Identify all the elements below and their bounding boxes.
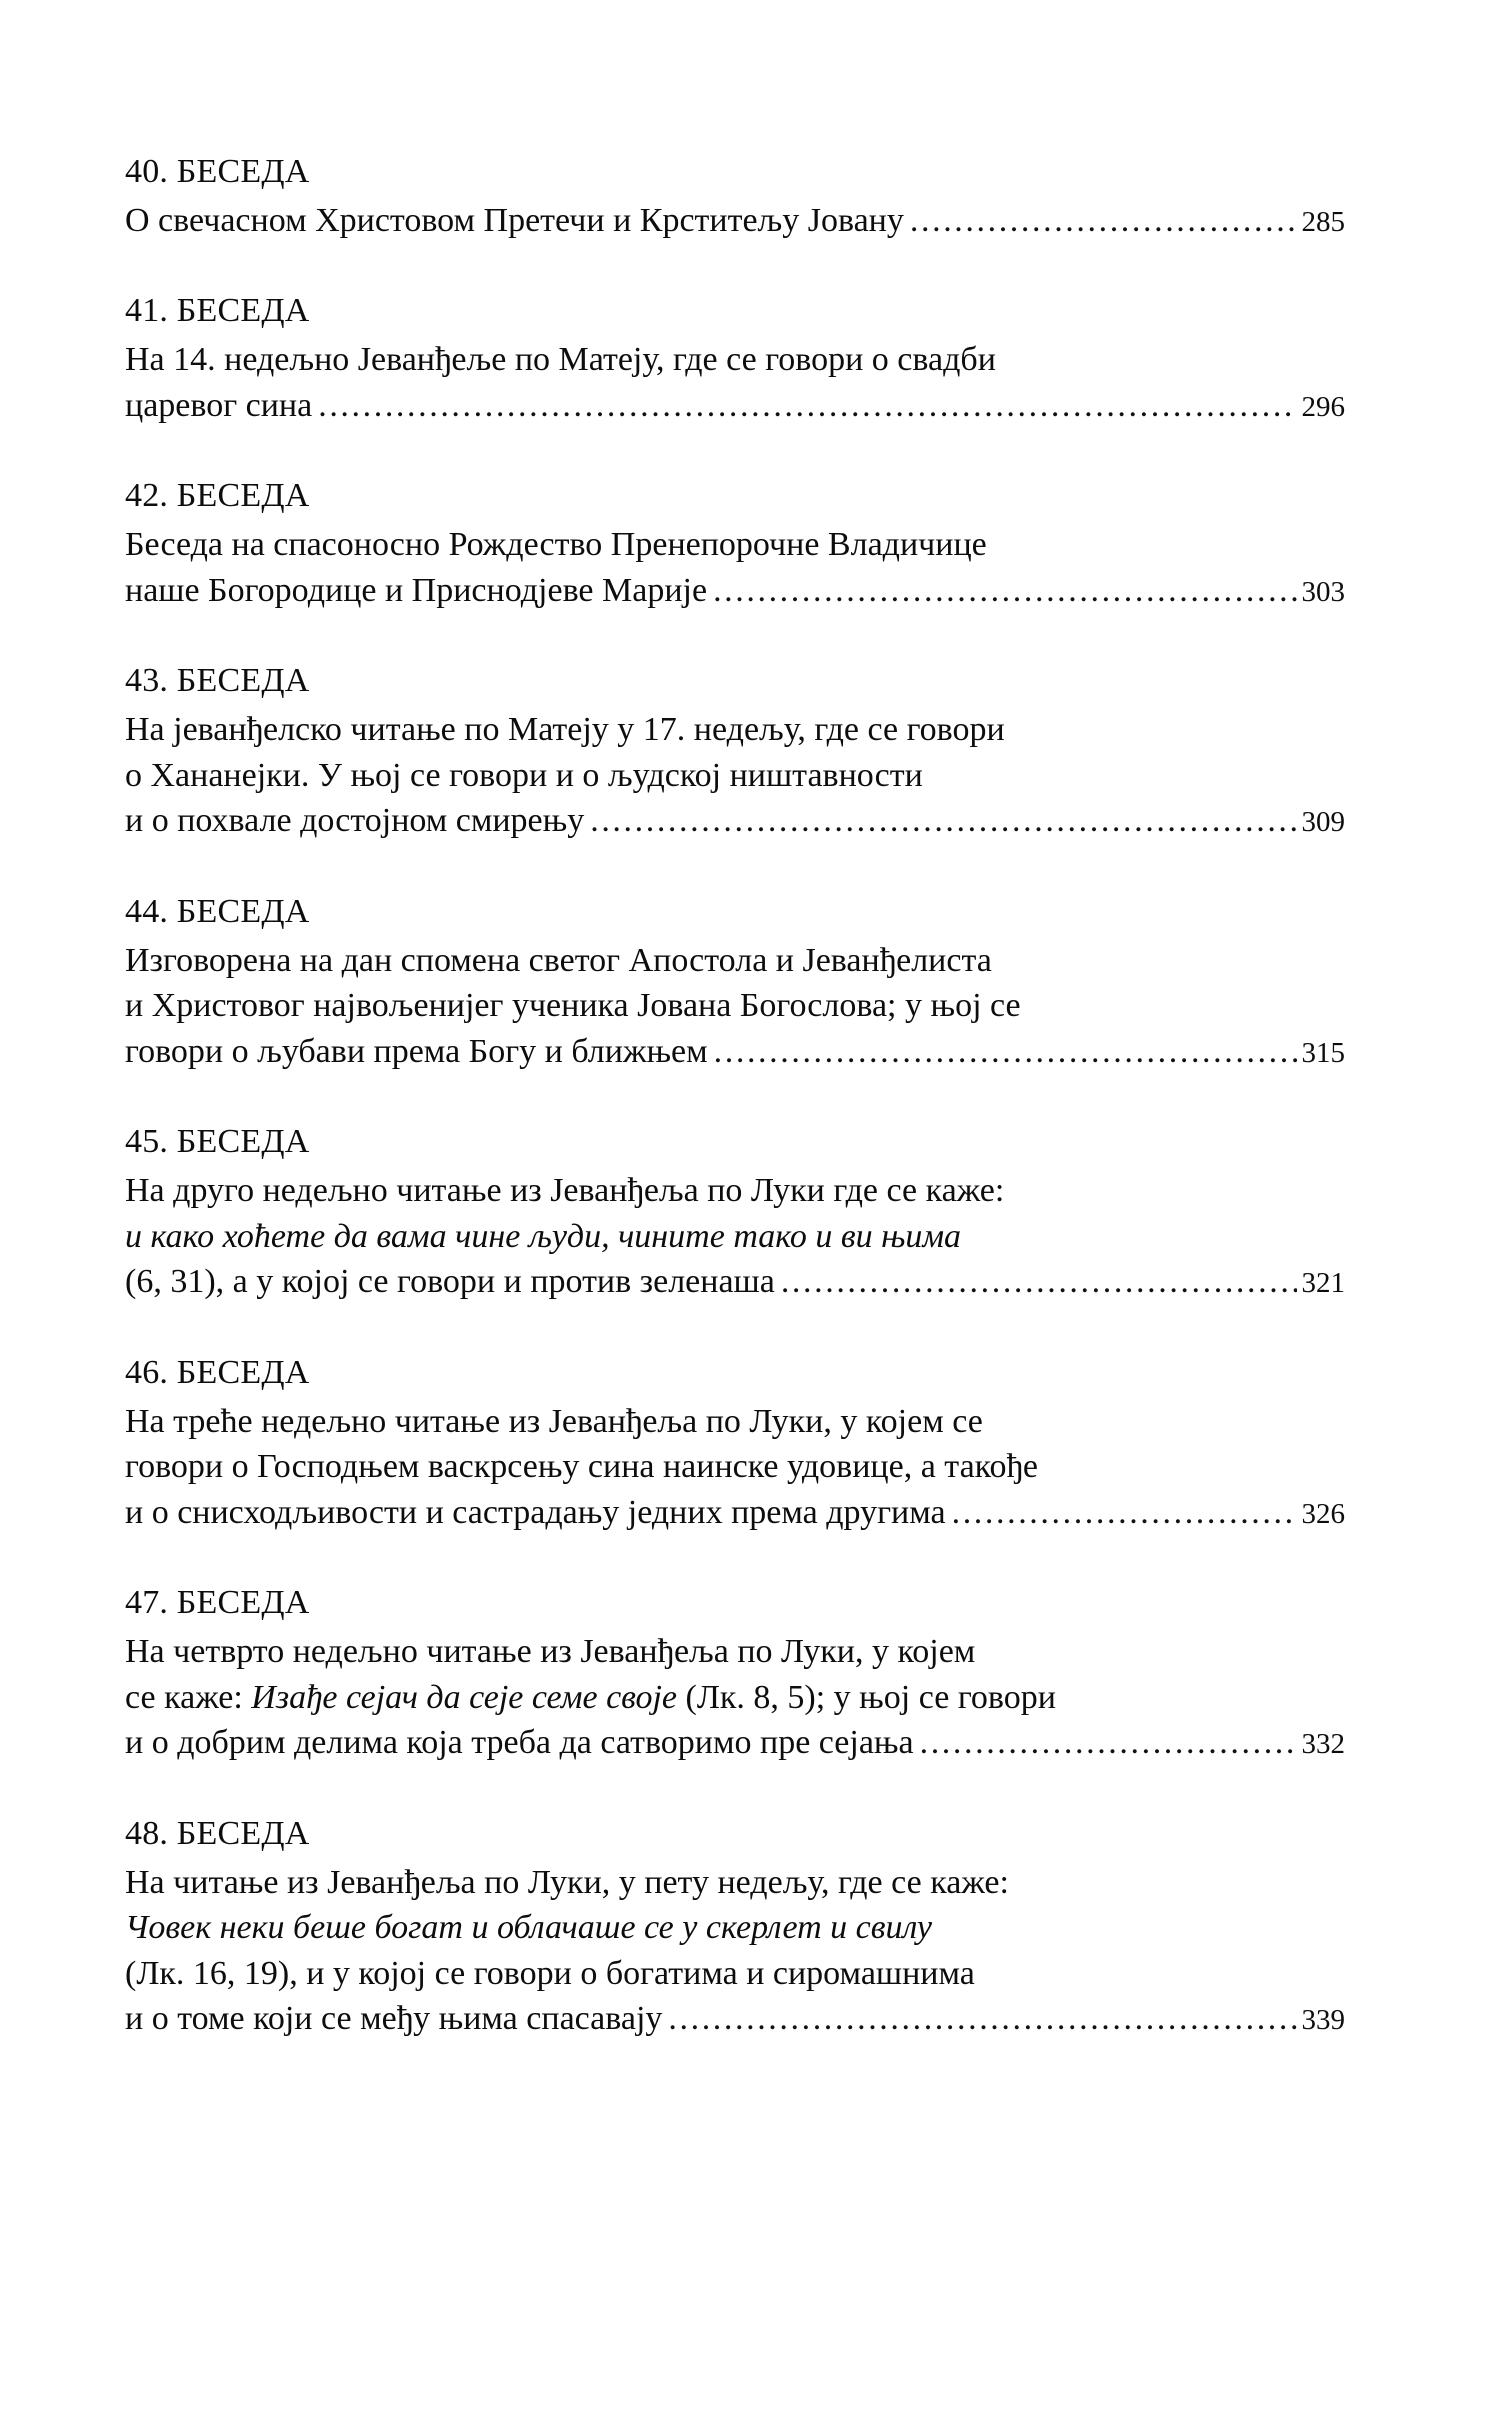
entry-line-text: и о снисходљивости и састрадању једних према другима [125,1493,946,1531]
entry-line-with-page [125,1720,1345,1766]
entry-line-with-page [125,1259,1345,1305]
entry-line-text: наше Богородице и Приснодјеве Марије [125,571,708,609]
entry-lines [125,707,1345,844]
page-number[interactable]: 285 [1301,205,1345,238]
entry-lines [125,1399,1345,1536]
entry-number: 40. БЕСЕДА [125,153,310,190]
entry-line-text: Изговорена на дан спомена светог Апостола и Јеванђелиста [125,941,992,979]
entry-line-text: царевог сина [125,386,313,424]
toc-entry[interactable] [125,474,1345,613]
entry-line-text: о Хананејки. У њој се говори и о људској ништавности [125,756,923,794]
entry-line-text: и Христовог највољенијег ученика Јована Богослова; у њој се [125,987,1021,1025]
toc-entry[interactable] [125,150,1345,243]
page-number[interactable]: 321 [1301,1267,1345,1300]
entry-number: 46. БЕСЕДА [125,1353,310,1391]
page-number[interactable]: 326 [1301,1497,1345,1530]
entry-lines [125,1860,1345,2042]
entry-line-text: (Лк. 16, 19), и у којој се говори о богатима и сиромашнима [125,1954,975,1992]
entry-lines [125,1629,1345,1766]
entry-line-mixed [125,1675,1345,1721]
dot-leader [318,383,1296,429]
entry-number: 43. БЕСЕДА [125,662,310,700]
entry-lines [125,938,1345,1075]
entry-line-scripture-quote: Човек неки беше богат и облачаше се у скерлет и свилу [125,1909,932,1947]
entry-line-with-page [125,198,1345,244]
page-number[interactable]: 339 [1301,2004,1345,2037]
entry-number: 45. БЕСЕДА [125,1123,310,1161]
entry-line-text: говори о Господњем васкрсењу сина наинске удовице, а такође [125,1448,1038,1486]
entry-line-text: О свечасном Христовом Претечи и Крститељу Јовану [125,201,904,239]
entry-number: 47. БЕСЕДА [125,1584,310,1622]
dot-leader [714,1029,1297,1075]
toc-entry[interactable] [125,1812,1345,2042]
table-of-contents-list [125,150,1345,2042]
toc-entry[interactable] [125,1351,1345,1536]
dot-leader [910,198,1297,244]
entry-line-with-page [125,1996,1345,2042]
toc-entry[interactable] [125,1581,1345,1766]
entry-lines [125,198,1345,244]
page-number[interactable]: 332 [1301,1728,1345,1761]
entry-line-scripture-quote: и како хоћете да вама чине људи, чините тако и ви њима [125,1217,962,1255]
entry-number: 42. БЕСЕДА [125,477,310,515]
quote-prefix: се каже: [125,1678,252,1716]
entry-line-text: (6, 31), а у којој се говори и против зеленаша [125,1263,775,1301]
dot-leader [590,798,1296,844]
entry-line-text: На читање из Јеванђеља по Луки, у пету недељу, где се каже: [125,1863,1009,1901]
entry-lines [125,1168,1345,1305]
entry-line-with-page [125,568,1345,614]
entry-line-text: На друго недељно читање из Јеванђеља по Луки где се каже: [125,1172,1005,1210]
entry-number: 41. БЕСЕДА [125,292,310,330]
entry-line-text: и о томе који се међу њима спасавају [125,2000,663,2038]
dot-leader [920,1720,1297,1766]
dot-leader [713,568,1296,614]
entry-number: 48. БЕСЕДА [125,1814,310,1852]
dot-leader [781,1259,1297,1305]
entry-line-text: На четврто недељно читање из Јеванђеља по Луки, у којем [125,1633,976,1671]
entry-line-text: На јеванђелско читање по Матеју у 17. недељу, где се говори [125,711,1005,749]
entry-line-text: и о похвале достојном смирењу [125,802,585,840]
toc-entry[interactable] [125,1120,1345,1305]
entry-line-text: говори о љубави према Богу и ближњем [125,1032,708,1070]
scripture-quote: Изађе сејач да сеје семе своје [251,1678,678,1716]
page-number[interactable]: 309 [1301,806,1345,839]
entry-line-text: На треће недељно читање из Јеванђеља по Луки, у којем се [125,1402,983,1440]
page-number[interactable]: 303 [1301,575,1345,608]
toc-entry[interactable] [125,890,1345,1075]
entry-line-with-page [125,1490,1345,1536]
entry-line-text: На 14. недељно Јеванђеље по Матеју, где се говори о свадби [125,341,996,379]
dot-leader [952,1490,1297,1536]
entry-line-text: Беседа на спасоносно Рождество Пренепорочне Владичице [125,526,987,564]
entry-line-text: и о добрим делима која треба да сатворимо пре сејања [125,1724,914,1762]
entry-number: 44. БЕСЕДА [125,892,310,930]
page-number[interactable]: 315 [1301,1036,1345,1069]
toc-entry[interactable] [125,289,1345,428]
page-number[interactable]: 296 [1301,390,1345,423]
entry-line-with-page [125,798,1345,844]
dot-leader [668,1996,1296,2042]
quote-suffix: (Лк. 8, 5); у њој се говори [677,1678,1056,1716]
entry-line-with-page [125,383,1345,429]
entry-line-with-page [125,1029,1345,1075]
entry-lines [125,522,1345,613]
toc-entry[interactable] [125,659,1345,844]
entry-lines [125,337,1345,428]
